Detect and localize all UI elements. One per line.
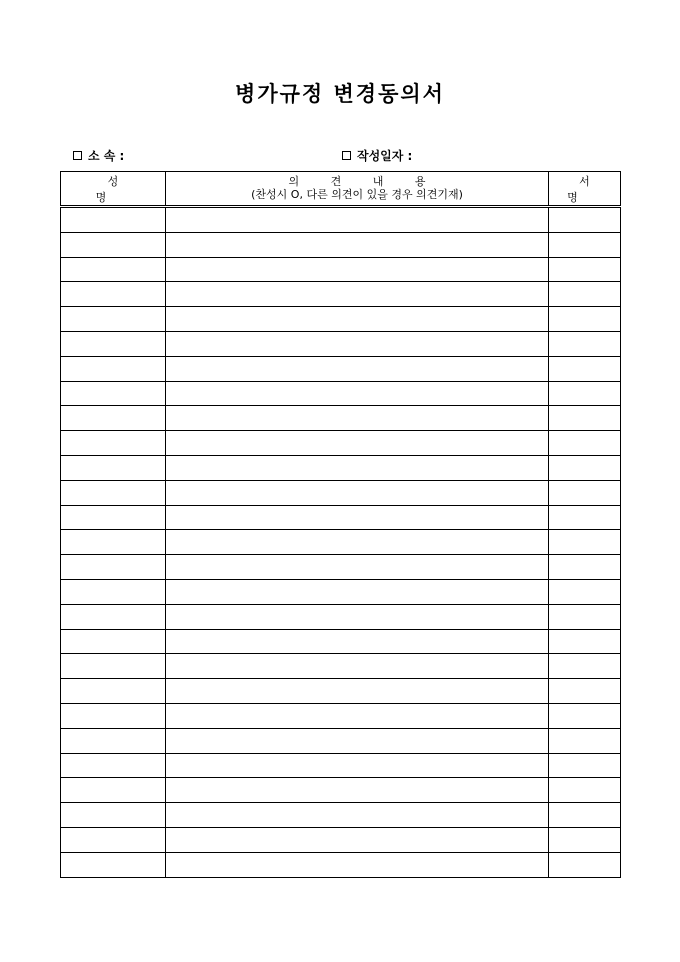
consent-table bbox=[60, 171, 621, 878]
signature-cell[interactable] bbox=[549, 431, 621, 456]
signature-cell[interactable] bbox=[549, 307, 621, 332]
opinion-cell[interactable] bbox=[166, 703, 549, 728]
signature-cell[interactable] bbox=[549, 579, 621, 604]
header-name bbox=[61, 172, 166, 207]
name-cell[interactable] bbox=[61, 431, 166, 456]
table-row bbox=[61, 629, 621, 654]
signature-cell[interactable] bbox=[549, 803, 621, 828]
table-row bbox=[61, 852, 621, 877]
table-row bbox=[61, 579, 621, 604]
name-cell[interactable] bbox=[61, 654, 166, 679]
opinion-cell[interactable] bbox=[166, 852, 549, 877]
table-row bbox=[61, 282, 621, 307]
name-cell[interactable] bbox=[61, 331, 166, 356]
opinion-cell[interactable] bbox=[166, 307, 549, 332]
table-row bbox=[61, 604, 621, 629]
signature-cell[interactable] bbox=[549, 480, 621, 505]
name-cell[interactable] bbox=[61, 679, 166, 704]
signature-cell[interactable] bbox=[549, 282, 621, 307]
checkbox-square-icon bbox=[342, 151, 351, 160]
header-opinion-sublabel: (찬성시 O, 다른 의견이 있을 경우 의견기재) bbox=[251, 188, 463, 201]
opinion-cell[interactable] bbox=[166, 728, 549, 753]
opinion-cell[interactable] bbox=[166, 604, 549, 629]
name-cell[interactable] bbox=[61, 455, 166, 480]
name-cell[interactable] bbox=[61, 406, 166, 431]
table-row bbox=[61, 803, 621, 828]
opinion-cell[interactable] bbox=[166, 803, 549, 828]
signature-cell[interactable] bbox=[549, 778, 621, 803]
header-name-label: 성 명 bbox=[95, 174, 143, 204]
name-cell[interactable] bbox=[61, 530, 166, 555]
table-row bbox=[61, 331, 621, 356]
table-row bbox=[61, 555, 621, 580]
signature-cell[interactable] bbox=[549, 703, 621, 728]
name-cell[interactable] bbox=[61, 381, 166, 406]
table-row bbox=[61, 480, 621, 505]
table-row bbox=[61, 530, 621, 555]
opinion-cell[interactable] bbox=[166, 207, 549, 233]
affiliation-label: 소 속 : bbox=[88, 149, 125, 163]
table-row bbox=[61, 257, 621, 282]
name-cell[interactable] bbox=[61, 207, 166, 233]
header-opinion bbox=[166, 172, 549, 207]
opinion-cell[interactable] bbox=[166, 232, 549, 257]
opinion-cell[interactable] bbox=[166, 530, 549, 555]
signature-cell[interactable] bbox=[549, 381, 621, 406]
signature-cell[interactable] bbox=[549, 604, 621, 629]
table-row bbox=[61, 406, 621, 431]
opinion-cell[interactable] bbox=[166, 827, 549, 852]
date-label: 작성일자 : bbox=[357, 149, 413, 163]
table-row bbox=[61, 827, 621, 852]
opinion-cell[interactable] bbox=[166, 753, 549, 778]
name-cell[interactable] bbox=[61, 703, 166, 728]
table-row bbox=[61, 703, 621, 728]
affiliation-field bbox=[73, 147, 124, 164]
name-cell[interactable] bbox=[61, 803, 166, 828]
signature-cell[interactable] bbox=[549, 654, 621, 679]
table-row bbox=[61, 679, 621, 704]
signature-cell[interactable] bbox=[549, 207, 621, 233]
table-row bbox=[61, 753, 621, 778]
header-opinion-label: 의 견 내 용 bbox=[288, 175, 440, 188]
name-cell[interactable] bbox=[61, 232, 166, 257]
table-row bbox=[61, 455, 621, 480]
table-row bbox=[61, 232, 621, 257]
table-row bbox=[61, 505, 621, 530]
name-cell[interactable] bbox=[61, 753, 166, 778]
table-row bbox=[61, 728, 621, 753]
name-cell[interactable] bbox=[61, 555, 166, 580]
opinion-cell[interactable] bbox=[166, 257, 549, 282]
name-cell[interactable] bbox=[61, 778, 166, 803]
opinion-cell[interactable] bbox=[166, 505, 549, 530]
opinion-cell[interactable] bbox=[166, 555, 549, 580]
signature-cell[interactable] bbox=[549, 852, 621, 877]
opinion-cell[interactable] bbox=[166, 431, 549, 456]
opinion-cell[interactable] bbox=[166, 778, 549, 803]
name-cell[interactable] bbox=[61, 604, 166, 629]
table-row bbox=[61, 778, 621, 803]
name-cell[interactable] bbox=[61, 579, 166, 604]
signature-cell[interactable] bbox=[549, 555, 621, 580]
table-row bbox=[61, 431, 621, 456]
signature-cell[interactable] bbox=[549, 331, 621, 356]
opinion-cell[interactable] bbox=[166, 679, 549, 704]
opinion-cell[interactable] bbox=[166, 406, 549, 431]
header-signature bbox=[549, 172, 621, 207]
signature-cell[interactable] bbox=[549, 257, 621, 282]
opinion-cell[interactable] bbox=[166, 654, 549, 679]
opinion-cell[interactable] bbox=[166, 331, 549, 356]
opinion-cell[interactable] bbox=[166, 579, 549, 604]
table-header-row bbox=[61, 172, 621, 207]
name-cell[interactable] bbox=[61, 728, 166, 753]
opinion-cell[interactable] bbox=[166, 282, 549, 307]
opinion-cell[interactable] bbox=[166, 356, 549, 381]
document-title: 병가규정 변경동의서 bbox=[235, 81, 445, 106]
signature-cell[interactable] bbox=[549, 406, 621, 431]
opinion-cell[interactable] bbox=[166, 381, 549, 406]
opinion-cell[interactable] bbox=[166, 480, 549, 505]
table-row bbox=[61, 207, 621, 233]
name-cell[interactable] bbox=[61, 356, 166, 381]
opinion-cell[interactable] bbox=[166, 455, 549, 480]
header-signature-label: 서 명 bbox=[567, 174, 614, 204]
name-cell[interactable] bbox=[61, 505, 166, 530]
signature-cell[interactable] bbox=[549, 232, 621, 257]
table-row bbox=[61, 381, 621, 406]
table-row bbox=[61, 307, 621, 332]
table-row bbox=[61, 654, 621, 679]
signature-cell[interactable] bbox=[549, 629, 621, 654]
name-cell[interactable] bbox=[61, 629, 166, 654]
signature-cell[interactable] bbox=[549, 356, 621, 381]
name-cell[interactable] bbox=[61, 827, 166, 852]
date-field bbox=[342, 147, 412, 164]
name-cell[interactable] bbox=[61, 307, 166, 332]
name-cell[interactable] bbox=[61, 257, 166, 282]
name-cell[interactable] bbox=[61, 852, 166, 877]
signature-cell[interactable] bbox=[549, 455, 621, 480]
signature-cell[interactable] bbox=[549, 753, 621, 778]
signature-cell[interactable] bbox=[549, 679, 621, 704]
table-row bbox=[61, 356, 621, 381]
signature-cell[interactable] bbox=[549, 505, 621, 530]
signature-cell[interactable] bbox=[549, 728, 621, 753]
signature-cell[interactable] bbox=[549, 827, 621, 852]
signature-cell[interactable] bbox=[549, 530, 621, 555]
name-cell[interactable] bbox=[61, 480, 166, 505]
opinion-cell[interactable] bbox=[166, 629, 549, 654]
name-cell[interactable] bbox=[61, 282, 166, 307]
checkbox-square-icon bbox=[73, 151, 82, 160]
